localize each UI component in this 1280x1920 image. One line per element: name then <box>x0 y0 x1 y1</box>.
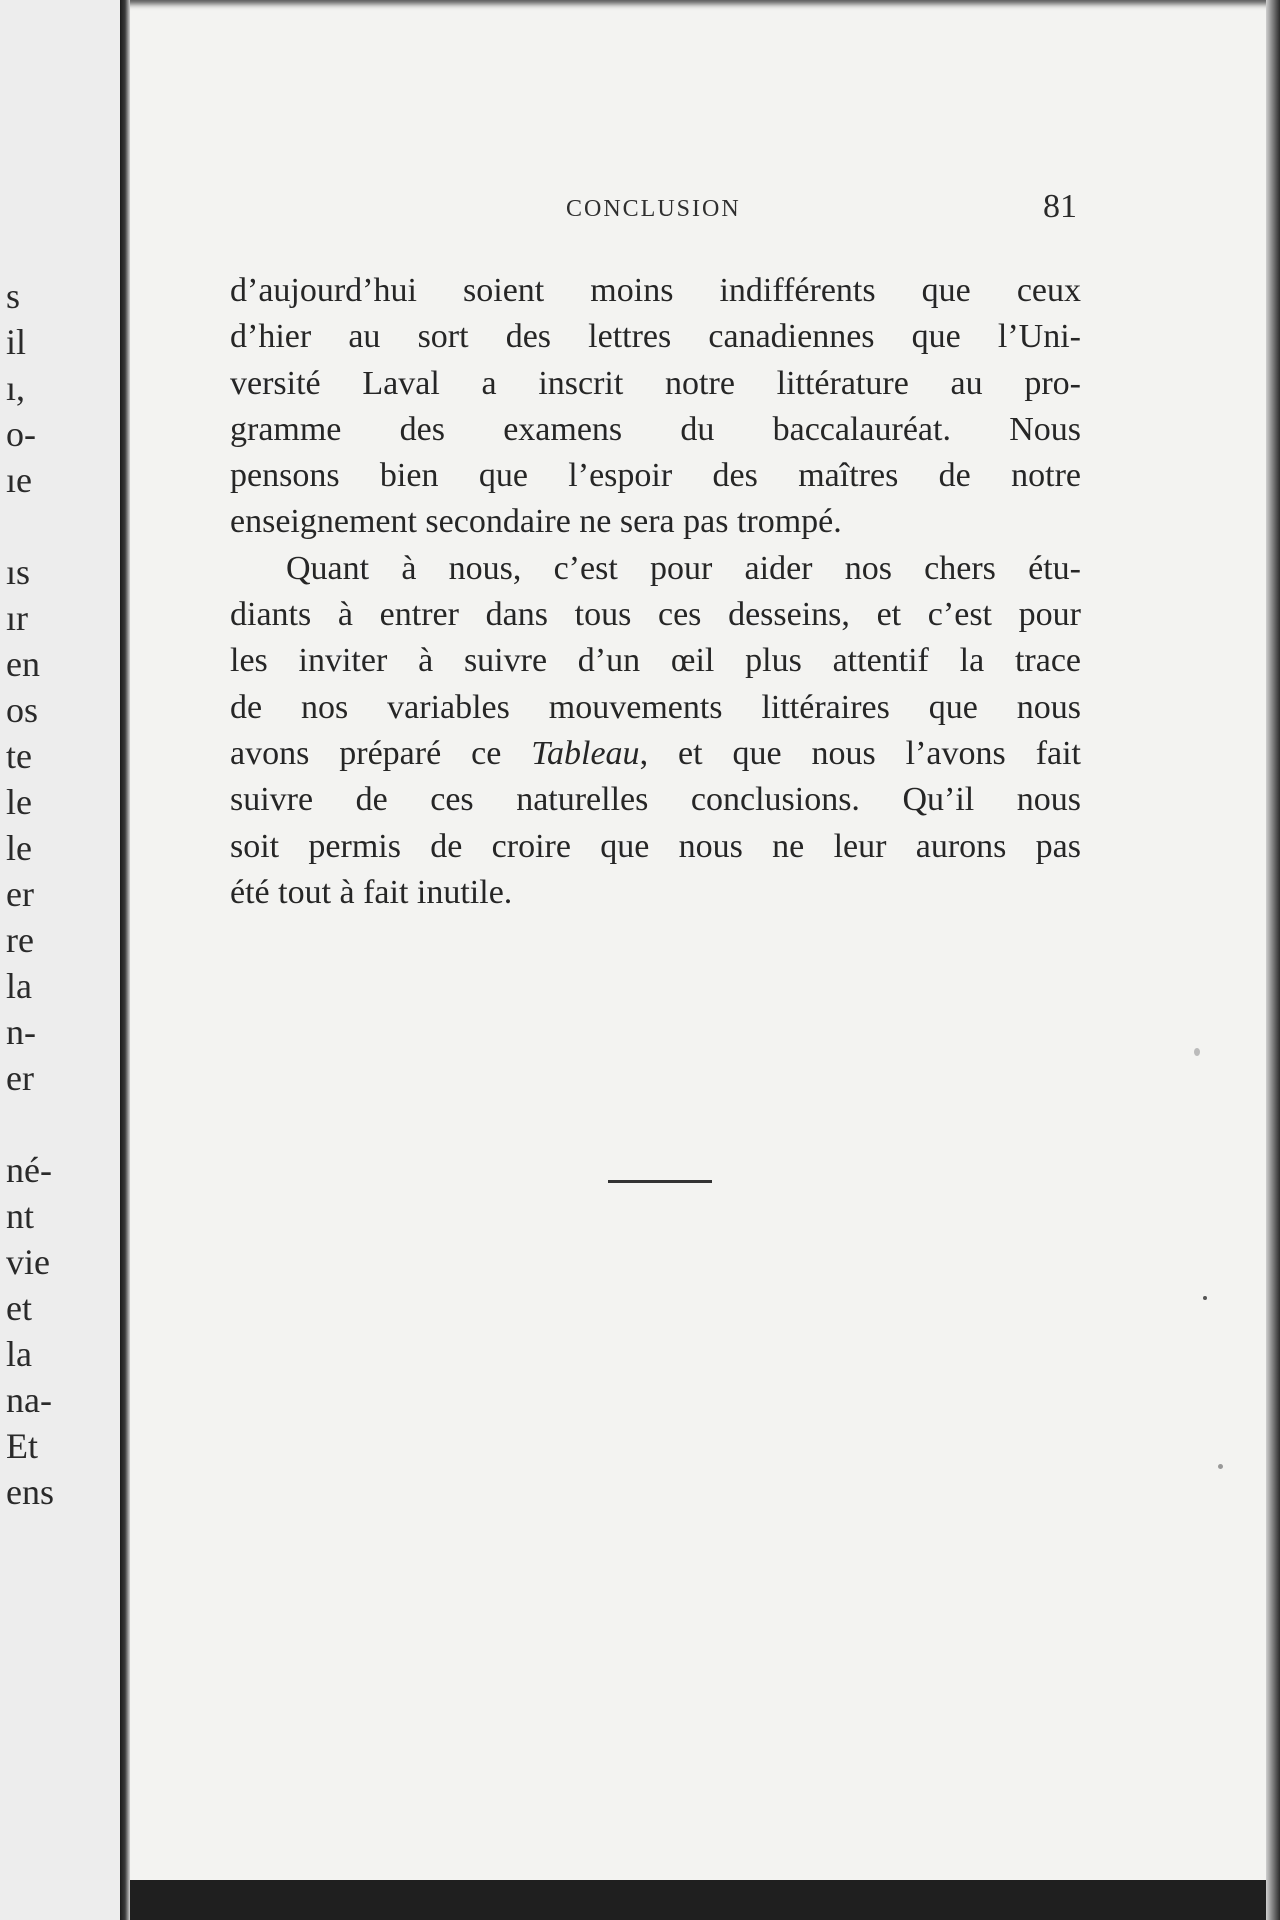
book-fold <box>120 0 130 1920</box>
left-page-line: Et <box>6 1426 38 1466</box>
left-page-line: ens <box>6 1472 54 1512</box>
left-page-line: nt <box>6 1196 35 1236</box>
paper-speck <box>1194 1048 1200 1056</box>
left-page-line: ıe <box>6 460 32 500</box>
text-line: gramme des examens du baccalauréat. Nous <box>230 410 1081 448</box>
left-page-line: s <box>6 276 21 316</box>
end-rule <box>608 1180 712 1183</box>
text-line: d’hier au sort des lettres canadiennes que l’Uni- <box>230 318 1081 356</box>
left-page-line: ı, <box>6 368 26 408</box>
left-page-line: le <box>6 828 32 868</box>
left-page-line: er <box>6 874 34 914</box>
left-page-line: er <box>6 1058 34 1098</box>
left-page-line: ıs <box>6 552 31 592</box>
left-page-line: re <box>6 920 34 960</box>
text-line: suivre de ces naturelles conclusions. Qu’il nous <box>230 781 1081 819</box>
paper-speck <box>1203 1296 1207 1300</box>
left-page-line: la <box>6 966 32 1006</box>
left-page-line: te <box>6 736 32 776</box>
text-line: diants à entrer dans tous ces desseins, et c’est pour <box>230 596 1081 634</box>
italic-title: Tableau <box>531 734 640 772</box>
text-line: enseignement secondaire ne sera pas trompé. <box>230 503 842 541</box>
text-run: , et que nous l’avons fait <box>639 734 1081 772</box>
left-page-line: le <box>6 782 32 822</box>
left-page-line: ır <box>6 598 28 638</box>
text-line: soit permis de croire que nous ne leur aurons pas <box>230 827 1081 865</box>
text-line: d’aujourd’hui soient moins indifférents que ceux <box>230 272 1081 309</box>
paper-speck <box>1218 1464 1223 1469</box>
left-page-line: né- <box>6 1150 52 1190</box>
left-page-line: n- <box>6 1012 36 1052</box>
left-page-fragment <box>0 0 120 1920</box>
left-page-line: il <box>6 322 27 362</box>
text-run: avons préparé ce <box>230 734 532 772</box>
book-page <box>130 0 1280 1880</box>
text-line: pensons bien que l’espoir des maîtres de notre <box>230 457 1081 495</box>
page-number: 81 <box>1043 188 1077 225</box>
text-line: les inviter à suivre d’un œil plus attentif la trace <box>230 642 1081 680</box>
paragraph-2 <box>230 546 1081 916</box>
paragraph-1 <box>230 268 1081 546</box>
left-page-line: os <box>6 690 39 730</box>
text-line-with-italic <box>230 731 1081 777</box>
body-text <box>230 268 1081 916</box>
left-page-line: vie <box>6 1242 50 1282</box>
left-page-line: la <box>6 1334 32 1374</box>
left-page-line: en <box>6 644 40 684</box>
left-page-line: na- <box>6 1380 52 1420</box>
text-line: été tout à fait inutile. <box>230 873 513 911</box>
left-page-line: et <box>6 1288 32 1328</box>
text-line: versité Laval a inscrit notre littérature au pro- <box>230 364 1081 402</box>
text-line: de nos variables mouvements littéraires que nous <box>230 688 1081 726</box>
running-title: CONCLUSION <box>566 196 741 222</box>
left-page-line: o- <box>6 414 36 454</box>
text-line: Quant à nous, c’est pour aider nos chers étu- <box>286 549 1081 587</box>
bottom-margin-shadow <box>130 1880 1280 1920</box>
page-right-edge <box>1266 0 1280 1920</box>
